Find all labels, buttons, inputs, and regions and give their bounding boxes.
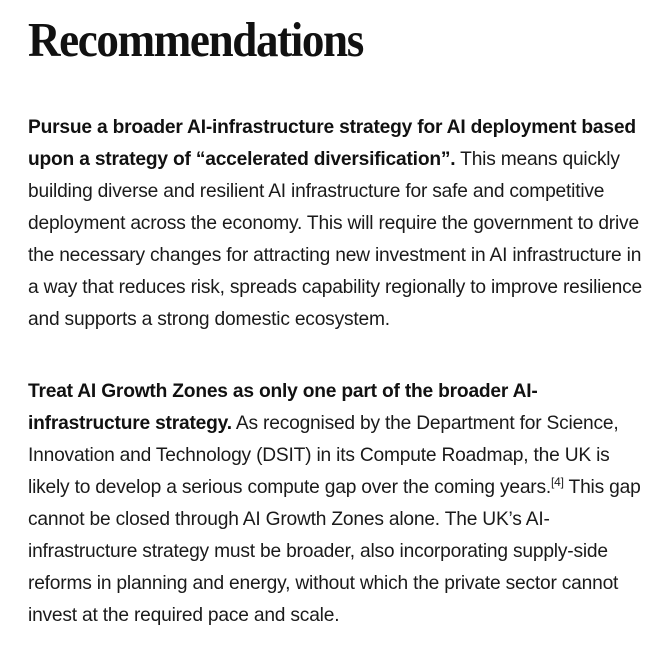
recommendation-2-bold-lead: Treat AI Growth Zones as only one part of the broader AI-infrastructure strategy. <box>28 381 538 434</box>
article-section <box>28 0 646 632</box>
page-title: Recommendations <box>28 12 363 67</box>
recommendation-paragraph-1 <box>28 112 646 336</box>
recommendation-1-body: This means quickly building diverse and resilient AI infrastructure for safe and competitive deployment across the economy. This will require the government to drive the necessary changes for attracting new investment in AI infrastructure in a way that reduces risk, spreads capability regionally to improve resilience and supports a strong domestic ecosystem. <box>28 149 643 330</box>
recommendation-2-body-end: This gap cannot be closed through AI Growth Zones alone. The UK’s AI-infrastructure strategy must be broader, also incorporating supply-side reforms in planning and energy, without which the private sector cannot invest at the required pace and scale. <box>28 477 641 626</box>
recommendation-2-body-start: As recognised by the Department for Science, Innovation and Technology (DSIT) in its Compute Roadmap, the UK is likely to develop a serious compute gap over the coming years. <box>28 413 619 498</box>
recommendation-paragraph-2 <box>28 376 646 632</box>
recommendation-1-bold-lead: Pursue a broader AI-infrastructure strategy for AI deployment based upon a strategy of “accelerated diversification”. <box>28 117 636 170</box>
footnote-reference-link[interactable]: [4] <box>551 475 564 489</box>
